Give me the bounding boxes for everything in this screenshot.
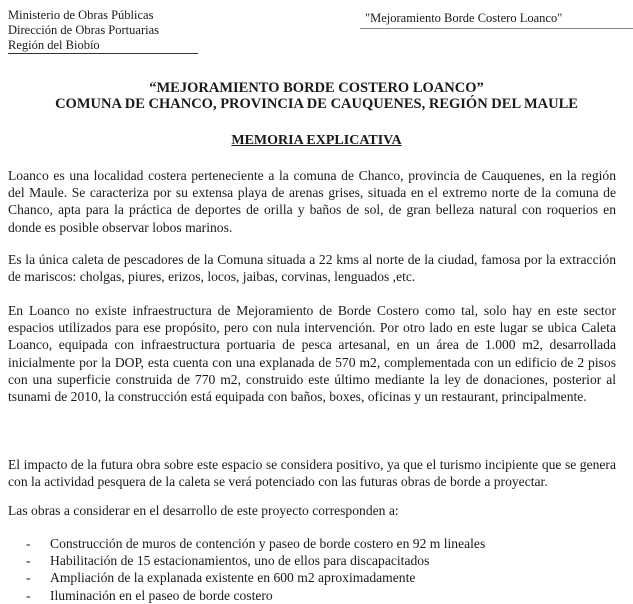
ministry-header [8, 8, 198, 54]
paragraph-obras: Las obras a considerar en el desarrollo de este proyecto corresponden a: [8, 503, 399, 518]
list-item: - Iluminación en el paseo de borde costero [26, 587, 273, 603]
bullet-dash: - [26, 570, 31, 586]
paragraph-infraestructura: En Loanco no existe infraestructura de Mejoramiento de Borde Costero como tal, solo hay en este sector espacios utilizados para ese propósito, pero con nula intervención. Por otro lado en este lugar se ubica Caleta Loanco, equipada con infraestructura portuaria de pesca artesanal, en un área de 1.000 m2, desarrollada inicialmente por la DOP, esta cuenta con una explanada de 570 m2, complementada con un edificio de 2 pisos con una superficie construida de 770 m2, construido este último mediante la ley de donaciones, posterior al tsunami de 2010, la construcción está equipada con baños, boxes, oficinas y un restaurant, principalmente. [8, 303, 616, 405]
paragraph-caleta: Es la única caleta de pescadores de la Comuna situada a 22 kms al norte de la ciudad, famosa por la extracción de mariscos: cholgas, piures, erizos, locos, jaibas, corvinas, lenguados ,etc. [8, 252, 616, 285]
direction-line: Dirección de Obras Portuarias [8, 23, 159, 37]
list-item: - Construcción de muros de contención y paseo de borde costero en 92 m lineales [26, 536, 486, 551]
ministry-line: Ministerio de Obras Públicas [8, 8, 154, 22]
paragraph-impacto: El impacto de la futura obra sobre este espacio se considera positivo, ya que el turismo incipiente que se genera con la actividad pesquera de la caleta se verá potenciado con las futuras obras de borde a proyectar. [8, 457, 616, 490]
works-list [20, 535, 620, 604]
header-divider [360, 28, 633, 29]
list-item: - Ampliación de la explanada existente en 600 m2 aproximadamente [26, 570, 416, 586]
bullet-dash: - [26, 536, 31, 551]
bullet-dash: - [26, 553, 31, 569]
section-heading: MEMORIA EXPLICATIVA [231, 133, 402, 148]
bullet-dash: - [26, 587, 31, 603]
document-subtitle: COMUNA DE CHANCO, PROVINCIA DE CAUQUENES, REGIÓN DEL MAULE [55, 96, 578, 112]
document-title: “MEJORAMIENTO BORDE COSTERO LOANCO” [149, 80, 484, 96]
list-item: - Habilitación de 15 estacionamientos, uno de ellos para discapacitados [26, 553, 430, 569]
paragraph-intro: Loanco es una localidad costera perteneciente a la comuna de Chanco, provincia de Cauquenes, en la región del Maule. Se caracteriza por su extensa playa de arenas grises, situada en el extremo norte de la comuna de Chanco, apta para la práctica de deportes de orilla y baños de sol, de gran belleza natural con roquerios en donde es posible observar lobos marinos. [8, 168, 616, 235]
project-header: "Mejoramiento Borde Costero Loanco" [365, 11, 563, 25]
region-line: Región del Biobío [8, 38, 198, 54]
